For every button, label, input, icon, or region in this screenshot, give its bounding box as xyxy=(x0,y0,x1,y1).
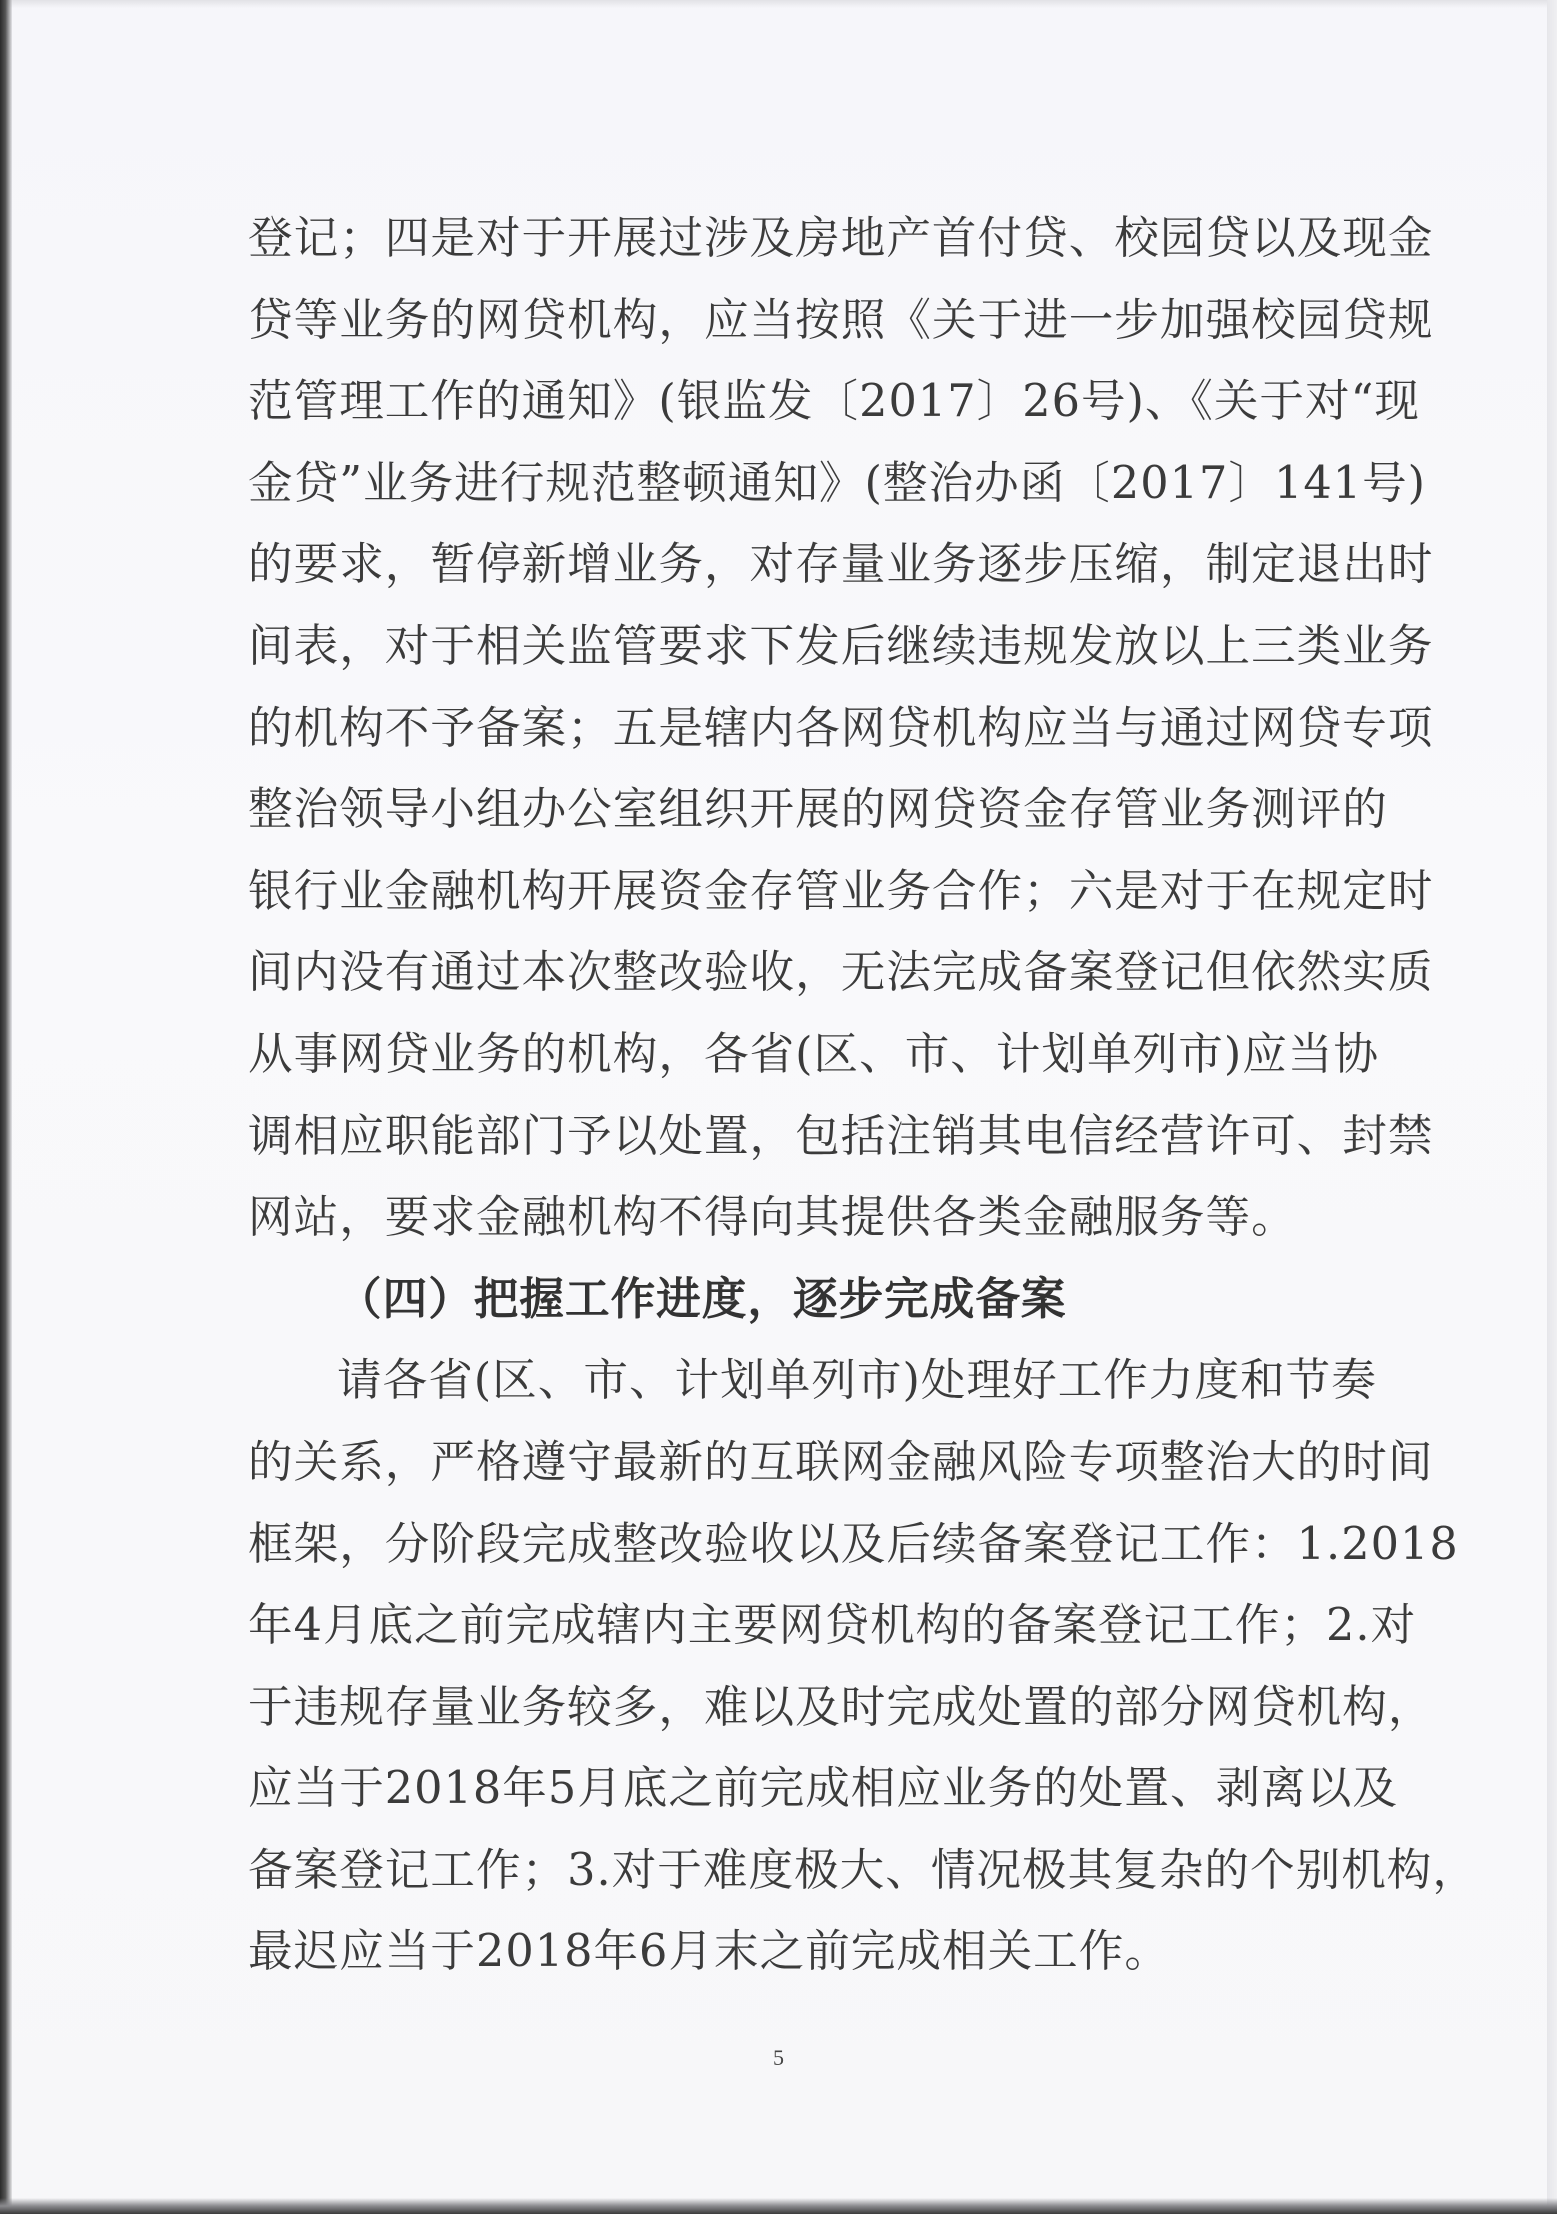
paragraph-1-line: 金贷”业务进行规范整顿通知》(整治办函〔2017〕141号) xyxy=(248,456,1427,509)
document-body xyxy=(248,198,1478,1993)
paragraph-1-line: 的要求，暂停新增业务，对存量业务逐步压缩，制定退出时 xyxy=(248,538,1434,591)
paragraph-1-line: 间表，对于相关监管要求下发后继续违规发放以上三类业务 xyxy=(248,619,1434,672)
paragraph-1-line: 范管理工作的通知》(银监发〔2017〕26号)、《关于对“现 xyxy=(248,375,1420,428)
paragraph-2-line: 框架，分阶段完成整改验收以及后续备案登记工作：1.2018 xyxy=(248,1517,1459,1570)
paragraph-2-line: 于违规存量业务较多，难以及时完成处置的部分网贷机构， xyxy=(248,1680,1434,1733)
page-number: 5 xyxy=(773,2045,784,2070)
paragraph-1-line: 调相应职能部门予以处置，包括注销其电信经营许可、封禁 xyxy=(248,1109,1434,1162)
scan-edge-top xyxy=(0,0,1557,8)
paragraph-1-line: 整治领导小组办公室组织开展的网贷资金存管业务测评的 xyxy=(248,783,1388,836)
paragraph-1-line: 间内没有通过本次整改验收，无法完成备案登记但依然实质 xyxy=(248,946,1434,999)
paragraph-2-line: 年4月底之前完成辖内主要网贷机构的备案登记工作；2.对 xyxy=(248,1599,1417,1652)
paragraph-2-line: 请各省(区、市、计划单列市)处理好工作力度和节奏 xyxy=(337,1354,1377,1407)
scan-edge-bottom xyxy=(0,2198,1557,2214)
paragraph-2-line: 应当于2018年5月底之前完成相应业务的处置、剥离以及 xyxy=(248,1762,1398,1815)
paragraph-2-line: 的关系，严格遵守最新的互联网金融风险专项整治大的时间 xyxy=(248,1435,1434,1488)
scan-edge-right xyxy=(1547,0,1557,2214)
paragraph-1-line: 从事网贷业务的机构，各省(区、市、计划单列市)应当协 xyxy=(248,1027,1380,1080)
section-heading: （四）把握工作进度，逐步完成备案 xyxy=(337,1272,1067,1325)
paragraph-1-line: 网站，要求金融机构不得向其提供各类金融服务等。 xyxy=(248,1191,1297,1244)
paragraph-1-line: 登记；四是对于开展过涉及房地产首付贷、校园贷以及现金 xyxy=(248,212,1434,264)
paragraph-2-line: 最迟应当于2018年6月末之前完成相关工作。 xyxy=(248,1925,1170,1978)
paragraph-1-line: 贷等业务的网贷机构，应当按照《关于进一步加强校园贷规 xyxy=(248,293,1434,346)
scan-edge-left xyxy=(0,0,12,2214)
paragraph-2-line: 备案登记工作；3.对于难度极大、情况极其复杂的个别机构， xyxy=(248,1843,1478,1896)
paragraph-1-line: 的机构不予备案；五是辖内各网贷机构应当与通过网贷专项 xyxy=(248,701,1434,754)
paragraph-1-line: 银行业金融机构开展资金存管业务合作；六是对于在规定时 xyxy=(248,864,1434,917)
